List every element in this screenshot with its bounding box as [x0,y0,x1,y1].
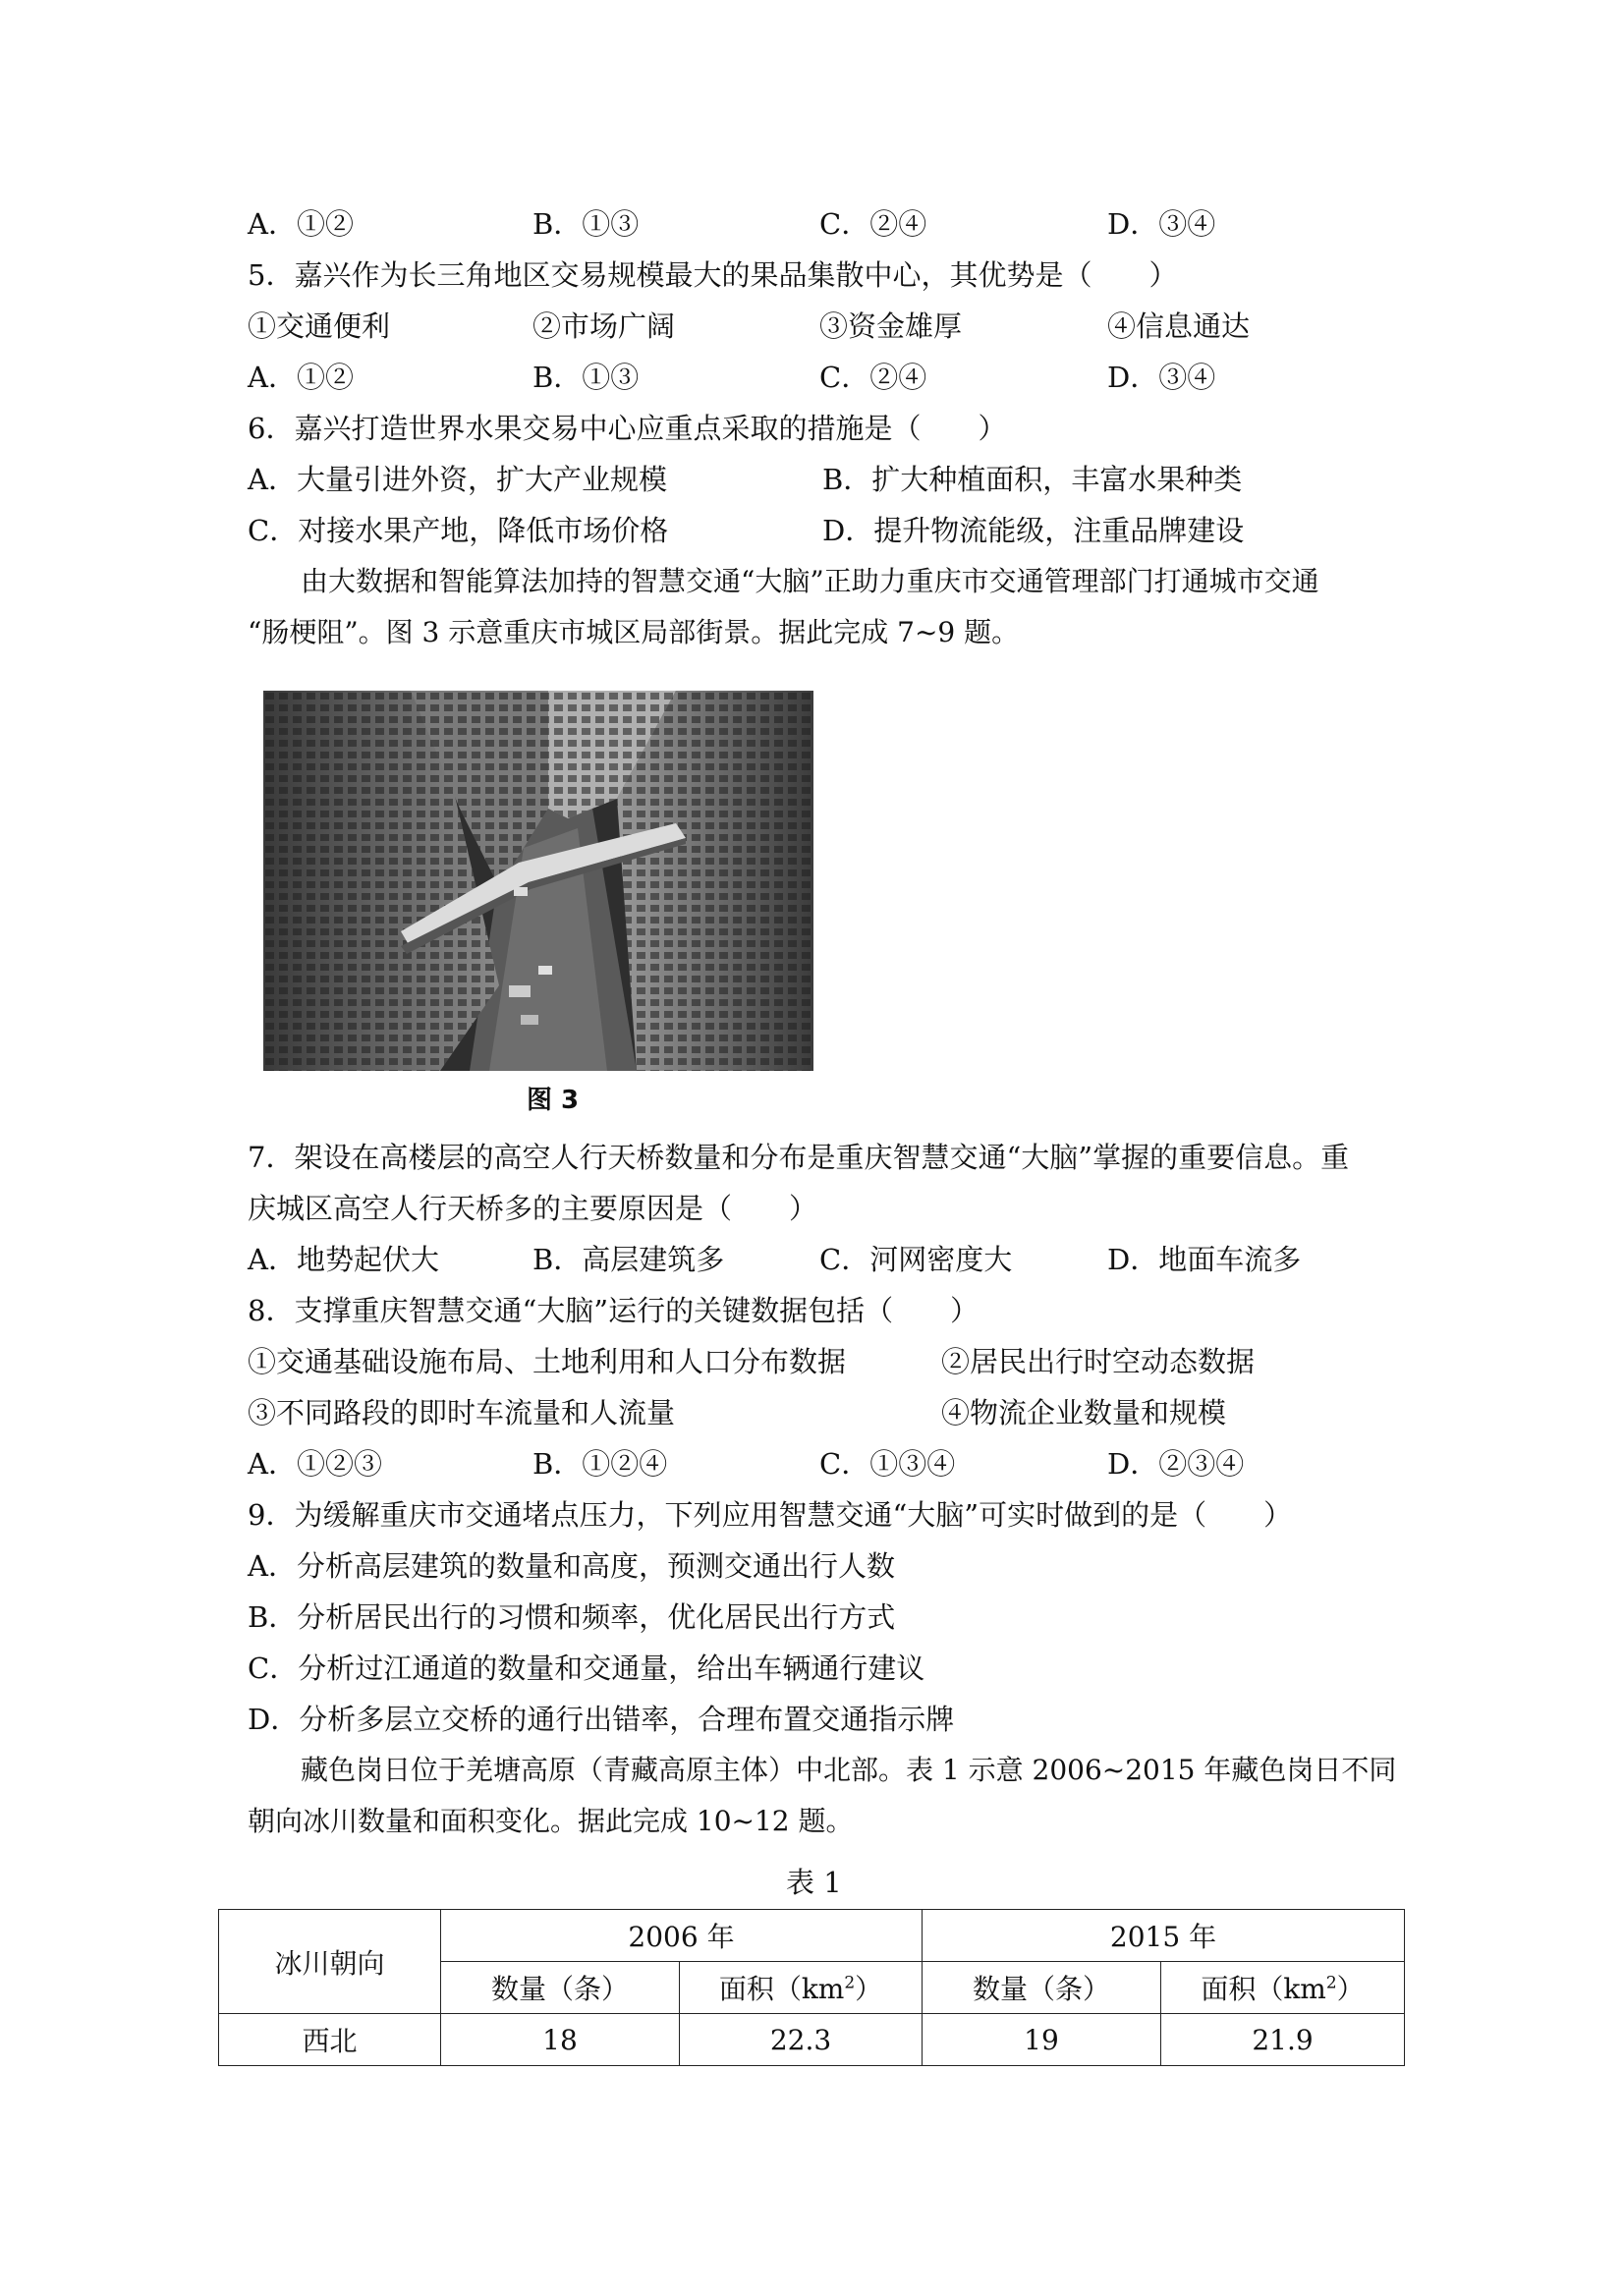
cell-orientation: 西北 [219,2014,441,2066]
q5-item-1: ①交通便利 [248,309,391,343]
option-d[interactable]: D．③④ [1107,207,1216,241]
figure-3-photo [263,691,813,1071]
question-9-stem: 9．为缓解重庆市交通堵点压力，下列应用智慧交通“大脑”可实时做到的是（ ） [248,1498,1293,1532]
q5-item-4: ④信息通达 [1107,309,1251,343]
glacier-table [218,1909,1405,2066]
question-7-stem-line-2: 庆城区高空人行天桥多的主要原因是（ ） [248,1192,818,1225]
q5-item-3: ③资金雄厚 [819,309,963,343]
passage-2-line-2: “肠梗阻”。图 3 示意重庆市城区局部街景。据此完成 7~9 题。 [248,616,1020,648]
passage-3-line-1: 藏色岗日位于羌塘高原（青藏高原主体）中北部。表 1 示意 2006~2015 年藏色岗日不同 [301,1754,1397,1786]
cell-area-2006: 22.3 [680,2014,923,2066]
figure-3-caption: 图 3 [527,1086,580,1115]
option-d[interactable]: D．③④ [1107,361,1216,394]
q5-item-2: ②市场广阔 [532,309,676,343]
q8-item-1: ①交通基础设施布局、土地利用和人口分布数据 [248,1345,847,1378]
option-a[interactable]: A．①② [248,361,354,394]
option-c[interactable]: C．②④ [819,207,927,241]
passage-2-line-1: 由大数据和智能算法加持的智慧交通“大脑”正助力重庆市交通管理部门打通城市交通 [301,565,1319,597]
question-8-stem: 8．支撑重庆智慧交通“大脑”运行的关键数据包括（ ） [248,1294,979,1327]
header-count-2015: 数量（条） [923,1962,1161,2014]
option-b[interactable]: B．分析居民出行的习惯和频率，优化居民出行方式 [248,1600,896,1634]
option-c[interactable]: C．对接水果产地，降低市场价格 [248,514,669,547]
option-a[interactable]: A．①②③ [248,1447,382,1481]
option-a[interactable]: A．地势起伏大 [248,1243,439,1276]
option-a[interactable]: A．①② [248,207,354,241]
option-a[interactable]: A．分析高层建筑的数量和高度，预测交通出行人数 [248,1549,895,1583]
header-area-2006: 面积$(km^2)$ [680,1962,923,2014]
option-b[interactable]: B．高层建筑多 [532,1243,725,1276]
header-count-2006: 数量（条） [441,1962,680,2014]
header-area-2015: 面积$(km^2)$ [1161,1962,1405,2014]
option-d[interactable]: D．分析多层立交桥的通行出错率，合理布置交通指示牌 [248,1703,955,1736]
option-a[interactable]: A．大量引进外资，扩大产业规模 [248,463,667,496]
option-d[interactable]: D．提升物流能级，注重品牌建设 [822,514,1245,547]
header-year-2006: 2006 年 [441,1910,923,1962]
question-6-stem: 6．嘉兴打造世界水果交易中心应重点采取的措施是（ ） [248,412,1007,445]
option-d[interactable]: D．②③④ [1107,1447,1245,1481]
q8-item-3: ③不同路段的即时车流量和人流量 [248,1396,676,1429]
table-row [219,2014,1405,2066]
q8-item-4: ④物流企业数量和规模 [941,1396,1227,1429]
option-c[interactable]: C．②④ [819,361,927,394]
header-year-2015: 2015 年 [923,1910,1405,1962]
cell-count-2015: 19 [923,2014,1161,2066]
question-5-stem: 5．嘉兴作为长三角地区交易规模最大的果品集散中心，其优势是（ ） [248,258,1178,292]
table-1-caption: 表 1 [786,1866,842,1899]
option-b[interactable]: B．①②④ [532,1447,668,1481]
q8-item-2: ②居民出行时空动态数据 [941,1345,1256,1378]
option-b[interactable]: B．①③ [532,207,640,241]
header-orientation: 冰川朝向 [219,1910,441,2014]
option-c[interactable]: C．①③④ [819,1447,956,1481]
option-d[interactable]: D．地面车流多 [1107,1243,1302,1276]
option-c[interactable]: C．河网密度大 [819,1243,1013,1276]
option-c[interactable]: C．分析过江通道的数量和交通量，给出车辆通行建议 [248,1652,925,1685]
passage-3-line-2: 朝向冰川数量和面积变化。据此完成 10~12 题。 [248,1805,854,1837]
option-b[interactable]: B．扩大种植面积，丰富水果种类 [822,463,1243,496]
cell-count-2006: 18 [441,2014,680,2066]
option-b[interactable]: B．①③ [532,361,640,394]
cell-area-2015: 21.9 [1161,2014,1405,2066]
question-7-stem-line-1: 7．架设在高楼层的高空人行天桥数量和分布是重庆智慧交通“大脑”掌握的重要信息。重 [248,1141,1350,1174]
